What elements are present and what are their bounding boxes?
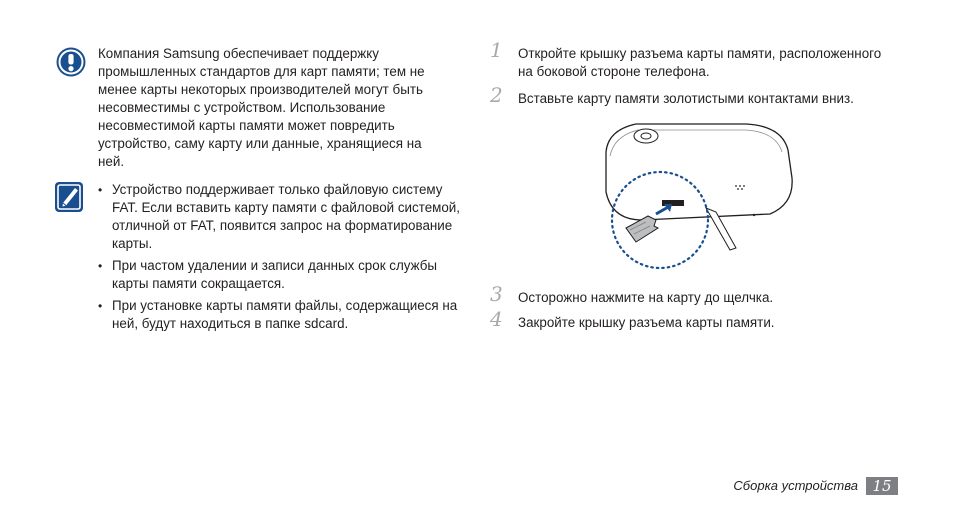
footer-section-title: Сборка устройства [733,478,858,493]
step-number: 2 [490,83,503,107]
step-text: Вставьте карту памяти золотистыми контактами вниз. [518,91,854,106]
step-number: 3 [490,282,503,306]
list-item [98,297,460,333]
step-text: Осторожно нажмите на карту до щелчка. [518,290,774,305]
bullet-marker: • [98,259,103,273]
bullet-marker: • [98,183,103,197]
step-number: 4 [490,307,503,331]
step-text: Откройте крышку разъема карты памяти, расположенного на боковой стороне телефона. [518,46,882,79]
step-text: Закройте крышку разъема карты памяти. [518,315,775,330]
list-item [98,181,460,253]
list-item [98,257,460,293]
note-bullet-text: При частом удалении и записи данных срок службы карты памяти сокращается. [112,258,438,291]
step-number: 1 [490,38,503,62]
note-bullet-text: При установке карты памяти файлы, содержащиеся на ней, будут находиться в папке sdcard. [112,298,458,331]
bullet-marker: • [98,299,103,313]
note-bullet-list [98,181,460,337]
warning-exclamation-icon [55,46,87,78]
note-bullet-text: Устройство поддерживает только файловую систему FAT. Если вставить карту памяти с файловой системой, отличной от FAT, появится запрос на форматирование карты. [112,182,460,251]
warning-text: Компания Samsung обеспечивает поддержку промышленных стандартов для карт памяти; тем не менее карты некоторых производителей могут быть несовместимы с устройством. Использование несовместимой карты памяти может повредить устройство, саму карту или данные, хранящиеся на ней. [98,46,425,169]
page-number: 15 [866,477,898,495]
note-pencil-icon [54,181,86,215]
phone-memory-card-insert-illustration [596,116,802,276]
